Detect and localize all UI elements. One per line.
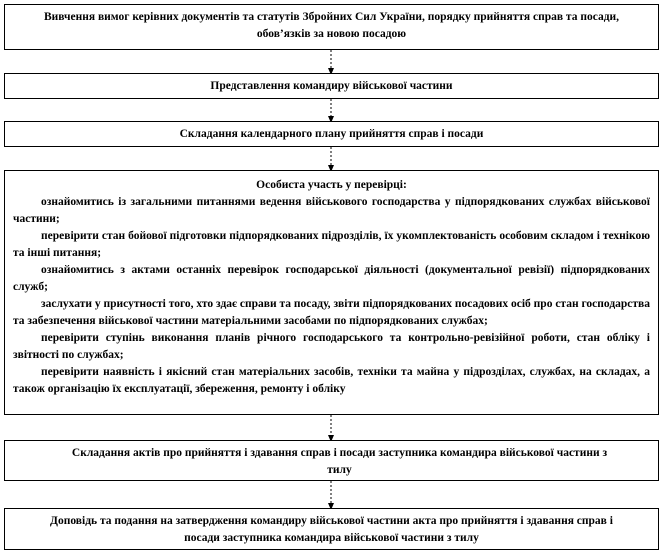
step-3-text: Складання календарного плану прийняття справ і посади (179, 128, 484, 140)
inspection-item: перевірити наявність і якісний стан матеріальних засобів, техніки та майна у підрозділах, службах, на складах, а також організацію їх експлуатації, збереження, ремонту і обліку (13, 366, 650, 395)
inspection-item: ознайомитись із загальними питаннями ведення військового господарства у підпорядкованих службах військової частини; (13, 196, 650, 225)
step-5-text: Складання актів про прийняття і здавання справ і посади заступника командира військової частини з тилу (71, 447, 608, 476)
step-study-requirements (4, 4, 659, 50)
step-1-text: Вивчення вимог керівних документів та статутів Збройних Сил України, порядку прийняття справ та посади, обов’язків за новою посадою (43, 11, 620, 40)
inspection-item: заслухати у присутності того, хто здає справи та посаду, звіти підпорядкованих посадових осіб про стан господарства та забезпечення військової частини матеріальними засобами по підпорядкованих службах; (13, 298, 650, 327)
step-acts-drafting (4, 440, 659, 481)
step-calendar-plan (4, 121, 659, 147)
step-report-approval (4, 508, 659, 550)
step-2-text: Представлення командиру військової частини (210, 80, 453, 92)
inspection-item: перевірити ступінь виконання планів річного господарського та контрольно-ревізійної роботи, стан обліку і звітності по службах; (13, 332, 650, 361)
inspection-item: ознайомитись з актами останніх перевірок господарської діяльності (документальної ревізії) підпорядкованих служб; (13, 264, 650, 293)
step-report-to-commander (4, 73, 659, 99)
step-6-text: Доповідь та подання на затвердження командиру військової частини акта про прийняття і здавання справ і посади заступника командира військової частини з тилу (50, 515, 613, 544)
step-personal-inspection (4, 170, 659, 415)
step-4-title: Особиста участь у перевірці: (256, 179, 407, 191)
inspection-item: перевірити стан бойової підготовки підпорядкованих підрозділів, їх укомплектованість особовим складом і технікою та інші питання; (13, 230, 650, 259)
